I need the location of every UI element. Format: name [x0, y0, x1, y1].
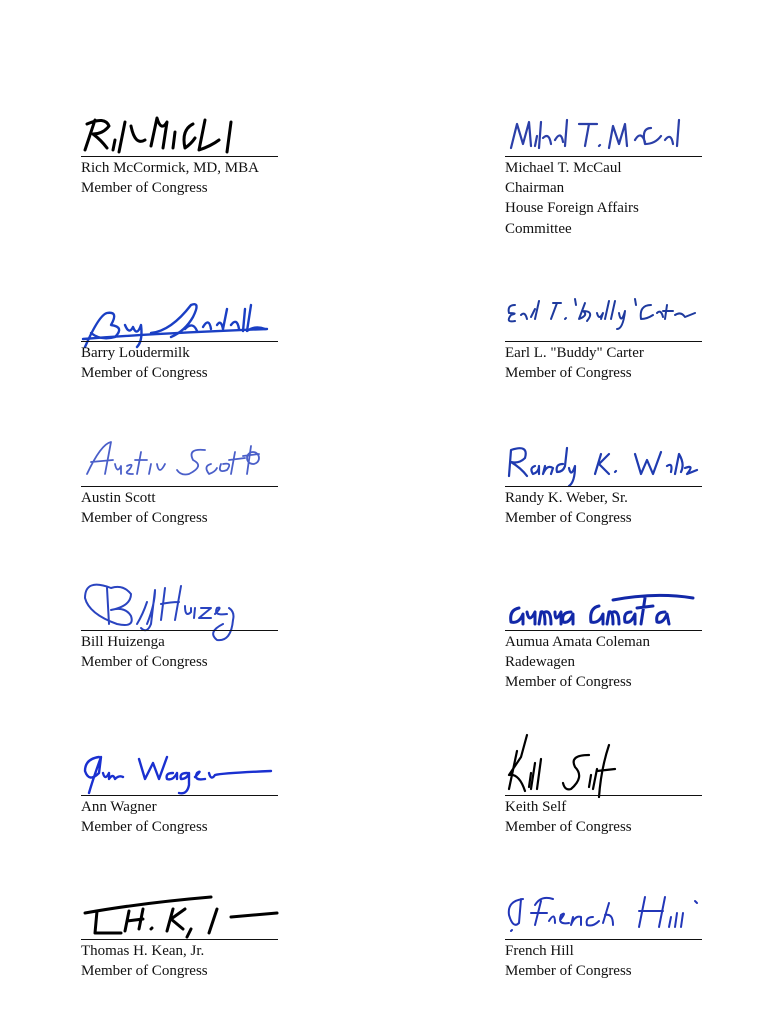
signatory-title: Member of Congress	[505, 819, 632, 836]
signatory-title: Member of Congress	[505, 510, 632, 527]
signature-scott	[81, 440, 281, 490]
signature-radewagen	[505, 584, 705, 634]
signatory-title: Member of Congress	[81, 180, 208, 197]
signature-carter	[505, 295, 705, 345]
signatory-title: Member of Congress	[81, 365, 208, 382]
signature-line	[505, 630, 702, 631]
signature-mccaul	[505, 110, 705, 160]
signatory-name: Rich McCormick, MD, MBA	[81, 160, 259, 176]
signature-line	[505, 939, 702, 940]
signatory-committee: House Foreign Affairs	[505, 200, 639, 217]
signatory-title: Member of Congress	[505, 963, 632, 980]
signature-line	[81, 795, 278, 796]
signatory-name: Bill Huizenga	[81, 634, 165, 650]
signature-line	[505, 341, 702, 342]
signatory-title: Member of Congress	[81, 510, 208, 527]
signature-line	[81, 939, 278, 940]
signature-hill	[505, 893, 705, 943]
signatory-name: French Hill	[505, 943, 574, 959]
signature-wagner	[81, 749, 281, 799]
signature-huizenga	[81, 584, 281, 634]
signatory-name: Michael T. McCaul	[505, 160, 622, 176]
signatory-name: Barry Loudermilk	[81, 345, 190, 361]
signature-line	[505, 156, 702, 157]
signature-line	[505, 486, 702, 487]
signature-self	[505, 749, 705, 799]
signature-line	[81, 486, 278, 487]
signature-kean	[81, 893, 281, 943]
signatory-title: Chairman	[505, 180, 565, 197]
signature-line	[81, 630, 278, 631]
signatory-title: Member of Congress	[81, 963, 208, 980]
signature-loudermilk	[81, 295, 281, 345]
signature-weber	[505, 440, 705, 490]
signatory-name: Earl L. "Buddy" Carter	[505, 345, 644, 361]
signatory-name: Austin Scott	[81, 490, 156, 506]
signatory-title: Member of Congress	[505, 674, 632, 691]
signatory-name-cont: Radewagen	[505, 654, 575, 671]
signatory-title: Member of Congress	[81, 654, 208, 671]
signatory-title: Member of Congress	[505, 365, 632, 382]
signatory-name: Thomas H. Kean, Jr.	[81, 943, 205, 959]
signature-line	[81, 156, 278, 157]
signatory-name: Aumua Amata Coleman	[505, 634, 650, 650]
signature-mccormick	[81, 110, 281, 160]
signatory-name: Ann Wagner	[81, 799, 157, 815]
signature-line	[505, 795, 702, 796]
signatory-committee-cont: Committee	[505, 220, 572, 237]
signatory-name: Keith Self	[505, 799, 567, 815]
signatory-title: Member of Congress	[81, 819, 208, 836]
signature-line	[81, 341, 278, 342]
signatory-name: Randy K. Weber, Sr.	[505, 490, 628, 506]
